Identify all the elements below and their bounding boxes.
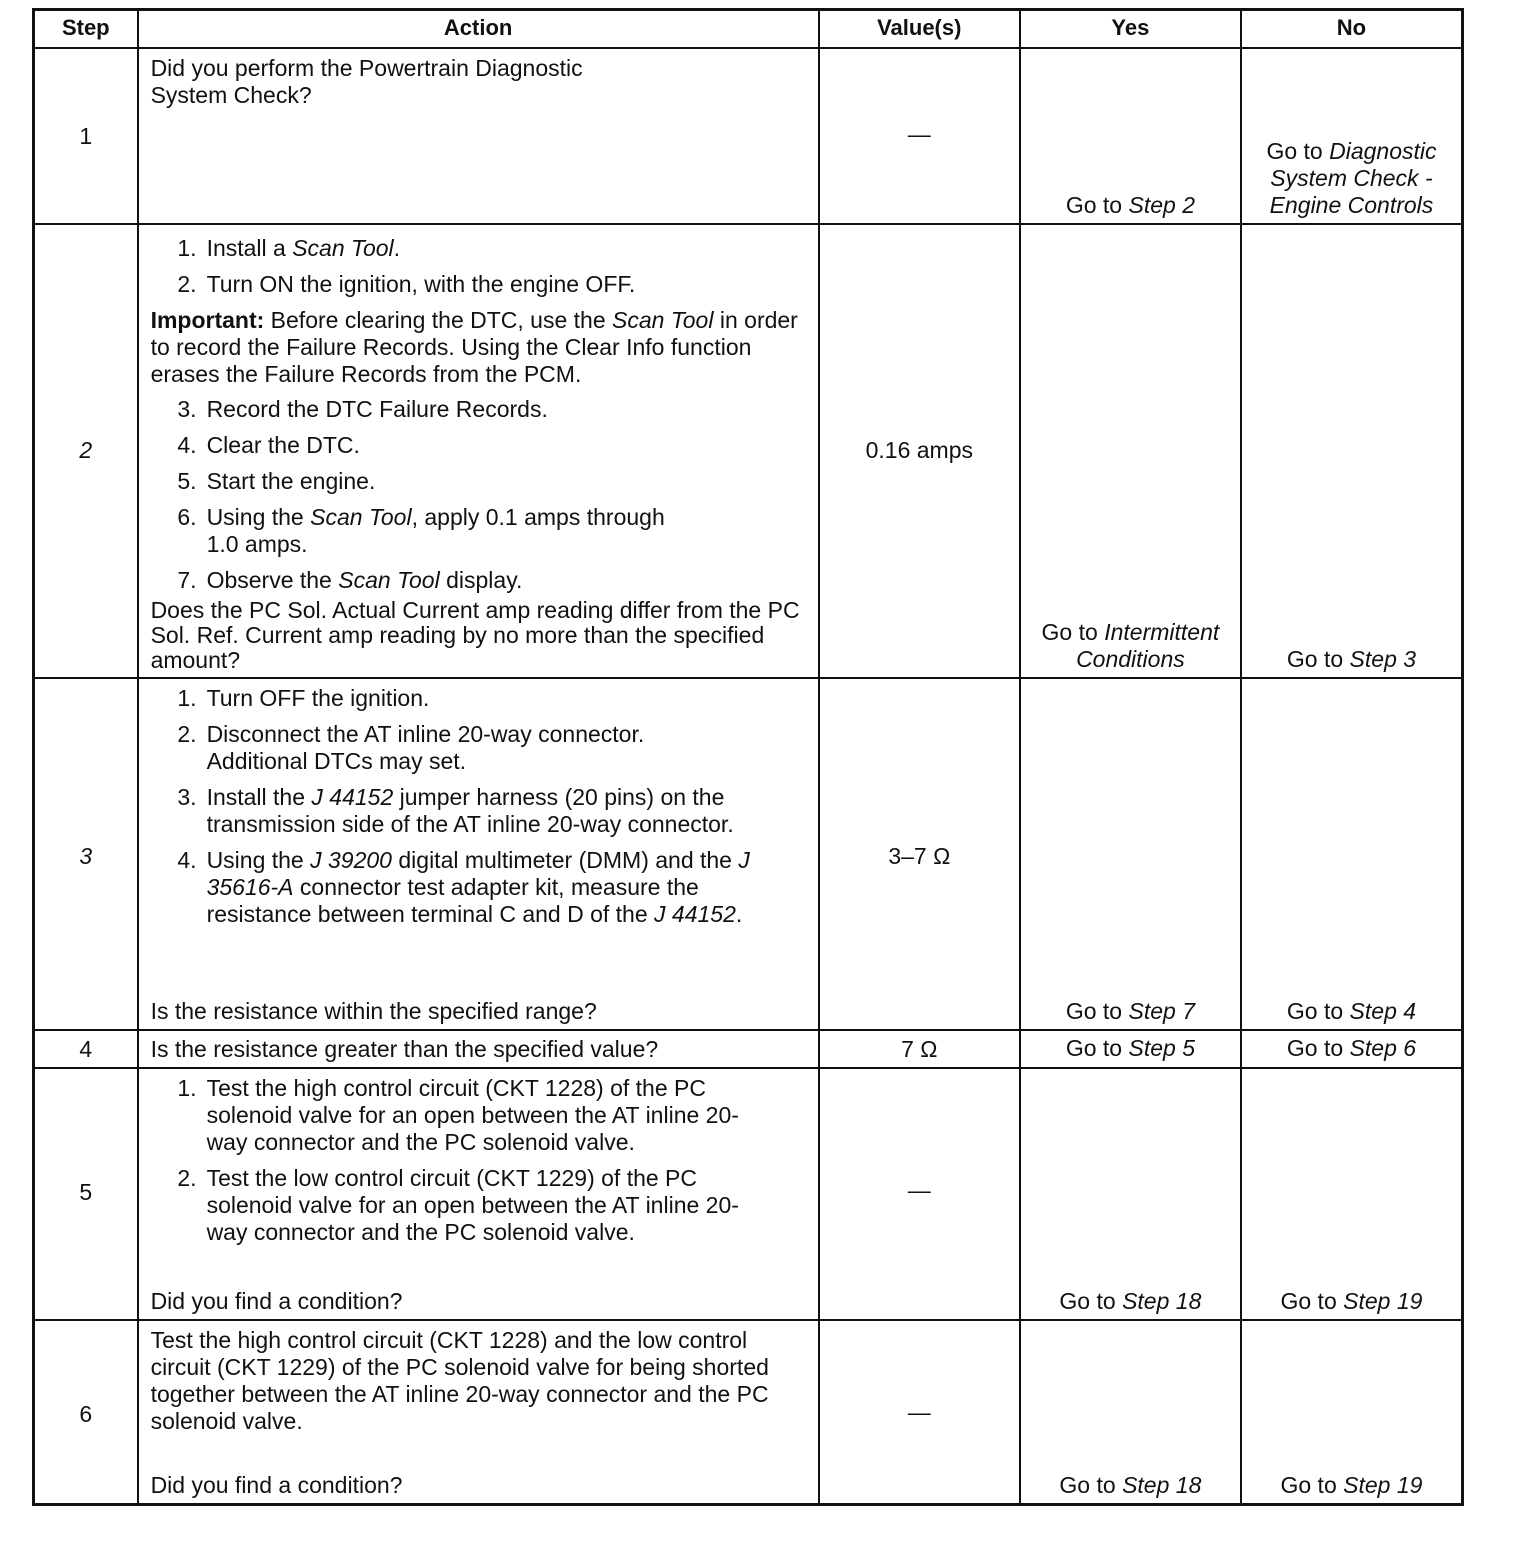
item-text-end: . bbox=[393, 235, 401, 261]
no-cell bbox=[1240, 49, 1461, 223]
no-ref: Step 3 bbox=[1349, 646, 1417, 672]
item-text-final: . bbox=[735, 901, 743, 927]
diagnostic-table bbox=[32, 8, 1464, 1506]
item-ref: Scan Tool bbox=[292, 235, 394, 261]
yes-cell bbox=[1019, 1321, 1240, 1503]
no-link[interactable] bbox=[1248, 998, 1455, 1025]
item-ref: J 44152 bbox=[311, 784, 394, 810]
step-cell bbox=[35, 679, 137, 1029]
step-number bbox=[35, 843, 137, 870]
no-ref: Step 4 bbox=[1349, 998, 1417, 1024]
item-number: 4. bbox=[177, 432, 197, 458]
item-ref: Scan Tool bbox=[338, 567, 440, 593]
step-number: 4 bbox=[79, 1036, 93, 1062]
yes-ref: Step 7 bbox=[1128, 998, 1195, 1024]
yes-ref: Step 18 bbox=[1122, 1472, 1202, 1498]
item-number: 2. bbox=[177, 721, 197, 747]
item-text: Test the high control circuit (CKT 1228) of the PC solenoid valve for an open between the AT inline 20-way connector and the PC solenoid valve. bbox=[206, 1075, 739, 1155]
no-cell bbox=[1240, 225, 1461, 677]
action-cell bbox=[137, 49, 818, 223]
list-item bbox=[151, 847, 810, 928]
item-text: Record the DTC Failure Records. bbox=[206, 396, 548, 422]
item-text: Turn OFF the ignition. bbox=[206, 685, 430, 711]
action-text: Did you perform the Powertrain Diagnostic System Check? bbox=[150, 55, 583, 108]
table-header bbox=[35, 11, 1461, 47]
action-cell bbox=[137, 1321, 818, 1503]
important-ref: Scan Tool bbox=[612, 307, 714, 333]
item-text: Start the engine. bbox=[206, 468, 376, 494]
yes-ref: Step 2 bbox=[1128, 192, 1195, 218]
question-text: Did you find a condition? bbox=[150, 1472, 403, 1498]
yes-prefix: Go to bbox=[1059, 1472, 1116, 1498]
important-label: Important: bbox=[150, 307, 265, 333]
item-ref: Scan Tool bbox=[310, 504, 412, 530]
value-cell bbox=[818, 679, 1019, 1029]
value-text: — bbox=[907, 1399, 931, 1425]
header-values: Value(s) bbox=[818, 11, 1019, 47]
question-text: Does the PC Sol. Actual Current amp reading differ from the PC Sol. Ref. Current amp reading by no more than the specified amount? bbox=[150, 597, 800, 673]
value-cell bbox=[818, 225, 1019, 677]
important-text-end: in order to record the Failure Records. Using the Clear Info function erases the Failure Records from the PCM. bbox=[150, 307, 798, 387]
step-cell bbox=[35, 1069, 137, 1319]
yes-prefix: Go to bbox=[1059, 1288, 1116, 1314]
no-prefix: Go to bbox=[1286, 1035, 1344, 1061]
no-prefix: Go to bbox=[1280, 1472, 1337, 1498]
list-item bbox=[151, 396, 810, 423]
item-text: Install a bbox=[206, 235, 286, 261]
step-number: 1 bbox=[79, 123, 93, 149]
step-number-text: 3 bbox=[79, 843, 93, 869]
value-text: 0.16 amps bbox=[865, 437, 973, 463]
yes-link[interactable] bbox=[1027, 1288, 1234, 1315]
step-cell bbox=[35, 225, 137, 677]
no-cell bbox=[1240, 1321, 1461, 1503]
item-number: 6. bbox=[177, 504, 197, 530]
list-item bbox=[151, 504, 667, 558]
list-item bbox=[151, 235, 810, 262]
action-text: Test the high control circuit (CKT 1228) and the low control circuit (CKT 1229) of the PC solenoid valve for being shorted together between the AT inline 20-way connector and the PC solenoid valve. bbox=[150, 1327, 769, 1434]
table-row-step-5 bbox=[35, 1067, 1461, 1319]
step-number-text: 2 bbox=[79, 437, 93, 463]
step-cell bbox=[35, 49, 137, 223]
no-ref: Step 19 bbox=[1343, 1288, 1423, 1314]
list-item bbox=[151, 468, 810, 495]
item-text: Using the bbox=[206, 504, 304, 530]
table-row-step-2 bbox=[35, 223, 1461, 677]
action-text: Is the resistance greater than the specified value? bbox=[150, 1036, 659, 1062]
question-text: Is the resistance within the specified range? bbox=[150, 998, 597, 1024]
value-cell bbox=[818, 1069, 1019, 1319]
no-prefix: Go to bbox=[1286, 646, 1344, 672]
list-item bbox=[151, 784, 810, 838]
table-row-step-6 bbox=[35, 1319, 1461, 1503]
action-cell bbox=[137, 1031, 818, 1067]
step-cell bbox=[35, 1321, 137, 1503]
step-number bbox=[35, 437, 137, 464]
yes-cell bbox=[1019, 225, 1240, 677]
header-yes: Yes bbox=[1019, 11, 1240, 47]
value-text: — bbox=[907, 1177, 931, 1203]
yes-link[interactable] bbox=[1027, 1472, 1234, 1499]
item-number: 1. bbox=[177, 685, 197, 711]
item-ref-2: J 35616-A bbox=[206, 847, 750, 900]
item-number: 5. bbox=[177, 468, 197, 494]
item-number: 3. bbox=[177, 784, 197, 810]
no-link[interactable] bbox=[1248, 138, 1455, 219]
item-text-end: jumper harness (20 pins) on the transmission side of the AT inline 20-way connector. bbox=[206, 784, 734, 837]
item-number: 3. bbox=[177, 396, 197, 422]
item-text-end: connector test adapter kit, measure the resistance between terminal C and D of the bbox=[206, 874, 699, 927]
item-text-mid: digital multimeter (DMM) and the bbox=[398, 847, 732, 873]
item-text-end: , apply 0.1 amps through 1.0 amps. bbox=[206, 504, 665, 557]
table-row-step-1 bbox=[35, 47, 1461, 223]
step-cell bbox=[35, 1031, 137, 1067]
yes-cell bbox=[1019, 679, 1240, 1029]
yes-link[interactable] bbox=[1027, 192, 1234, 219]
table-row-step-3 bbox=[35, 677, 1461, 1029]
list-item bbox=[151, 432, 810, 459]
no-link[interactable] bbox=[1248, 1035, 1455, 1062]
no-link[interactable] bbox=[1248, 1472, 1455, 1499]
item-text: Using the bbox=[206, 847, 304, 873]
steps-list-a bbox=[151, 235, 810, 298]
list-item bbox=[151, 685, 810, 712]
yes-prefix: Go to bbox=[1065, 1035, 1123, 1061]
yes-link[interactable] bbox=[1027, 619, 1234, 673]
yes-cell bbox=[1019, 1069, 1240, 1319]
no-ref: Step 19 bbox=[1343, 1472, 1423, 1498]
yes-ref: Step 18 bbox=[1122, 1288, 1202, 1314]
list-item bbox=[151, 721, 707, 775]
important-text: Before clearing the DTC, use the bbox=[270, 307, 606, 333]
item-text: Install the bbox=[206, 784, 306, 810]
action-cell bbox=[137, 225, 818, 677]
value-text: — bbox=[907, 121, 931, 147]
yes-link[interactable] bbox=[1027, 998, 1234, 1025]
item-number: 2. bbox=[177, 1165, 197, 1191]
item-text: Disconnect the AT inline 20-way connector. Additional DTCs may set. bbox=[206, 721, 645, 774]
steps-list-b bbox=[151, 396, 810, 594]
no-link[interactable] bbox=[1248, 646, 1455, 673]
important-note bbox=[151, 307, 810, 388]
no-ref: Diagnostic System Check - Engine Controls bbox=[1269, 138, 1437, 218]
item-text: Clear the DTC. bbox=[206, 432, 360, 458]
item-text-end: display. bbox=[446, 567, 523, 593]
no-cell bbox=[1240, 1031, 1461, 1067]
yes-cell bbox=[1019, 49, 1240, 223]
item-number: 1. bbox=[177, 235, 197, 261]
item-number: 1. bbox=[177, 1075, 197, 1101]
item-ref-3: J 44152 bbox=[654, 901, 736, 927]
steps-list bbox=[151, 1075, 751, 1246]
item-ref: J 39200 bbox=[310, 847, 392, 873]
item-text: Observe the bbox=[206, 567, 332, 593]
yes-prefix: Go to bbox=[1065, 192, 1123, 218]
table-row-step-4 bbox=[35, 1029, 1461, 1067]
header-no: No bbox=[1240, 11, 1461, 47]
list-item bbox=[151, 271, 810, 298]
no-link[interactable] bbox=[1248, 1288, 1455, 1315]
yes-prefix: Go to bbox=[1065, 998, 1123, 1024]
item-text: Test the low control circuit (CKT 1229) of the PC solenoid valve for an open between the AT inline 20-way connector and the PC solenoid valve. bbox=[206, 1165, 739, 1245]
header-step: Step bbox=[61, 15, 110, 40]
no-prefix: Go to bbox=[1280, 1288, 1337, 1314]
yes-ref: Intermittent Conditions bbox=[1076, 619, 1220, 672]
yes-cell bbox=[1019, 1031, 1240, 1067]
value-cell bbox=[818, 1321, 1019, 1503]
list-item bbox=[151, 1075, 751, 1156]
no-ref: Step 6 bbox=[1349, 1035, 1417, 1061]
list-item bbox=[151, 1165, 751, 1246]
list-item bbox=[151, 567, 810, 594]
item-text: Turn ON the ignition, with the engine OFF. bbox=[206, 271, 636, 297]
value-text: 3–7 Ω bbox=[888, 843, 951, 869]
yes-prefix: Go to bbox=[1041, 619, 1098, 645]
question-text: Did you find a condition? bbox=[150, 1288, 403, 1314]
action-cell bbox=[137, 1069, 818, 1319]
yes-link[interactable] bbox=[1027, 1035, 1234, 1062]
yes-ref: Step 5 bbox=[1128, 1035, 1195, 1061]
item-number: 2. bbox=[177, 271, 197, 297]
steps-list bbox=[151, 685, 810, 928]
value-cell bbox=[818, 1031, 1019, 1067]
step-number: 5 bbox=[79, 1179, 93, 1205]
action-cell bbox=[137, 679, 818, 1029]
no-prefix: Go to bbox=[1266, 138, 1323, 164]
value-cell bbox=[818, 49, 1019, 223]
header-action: Action bbox=[137, 11, 818, 47]
no-cell bbox=[1240, 1069, 1461, 1319]
no-prefix: Go to bbox=[1286, 998, 1344, 1024]
value-text: 7 Ω bbox=[901, 1036, 938, 1062]
item-number: 7. bbox=[177, 567, 197, 593]
no-cell bbox=[1240, 679, 1461, 1029]
step-number: 6 bbox=[79, 1401, 93, 1427]
item-number: 4. bbox=[177, 847, 197, 873]
